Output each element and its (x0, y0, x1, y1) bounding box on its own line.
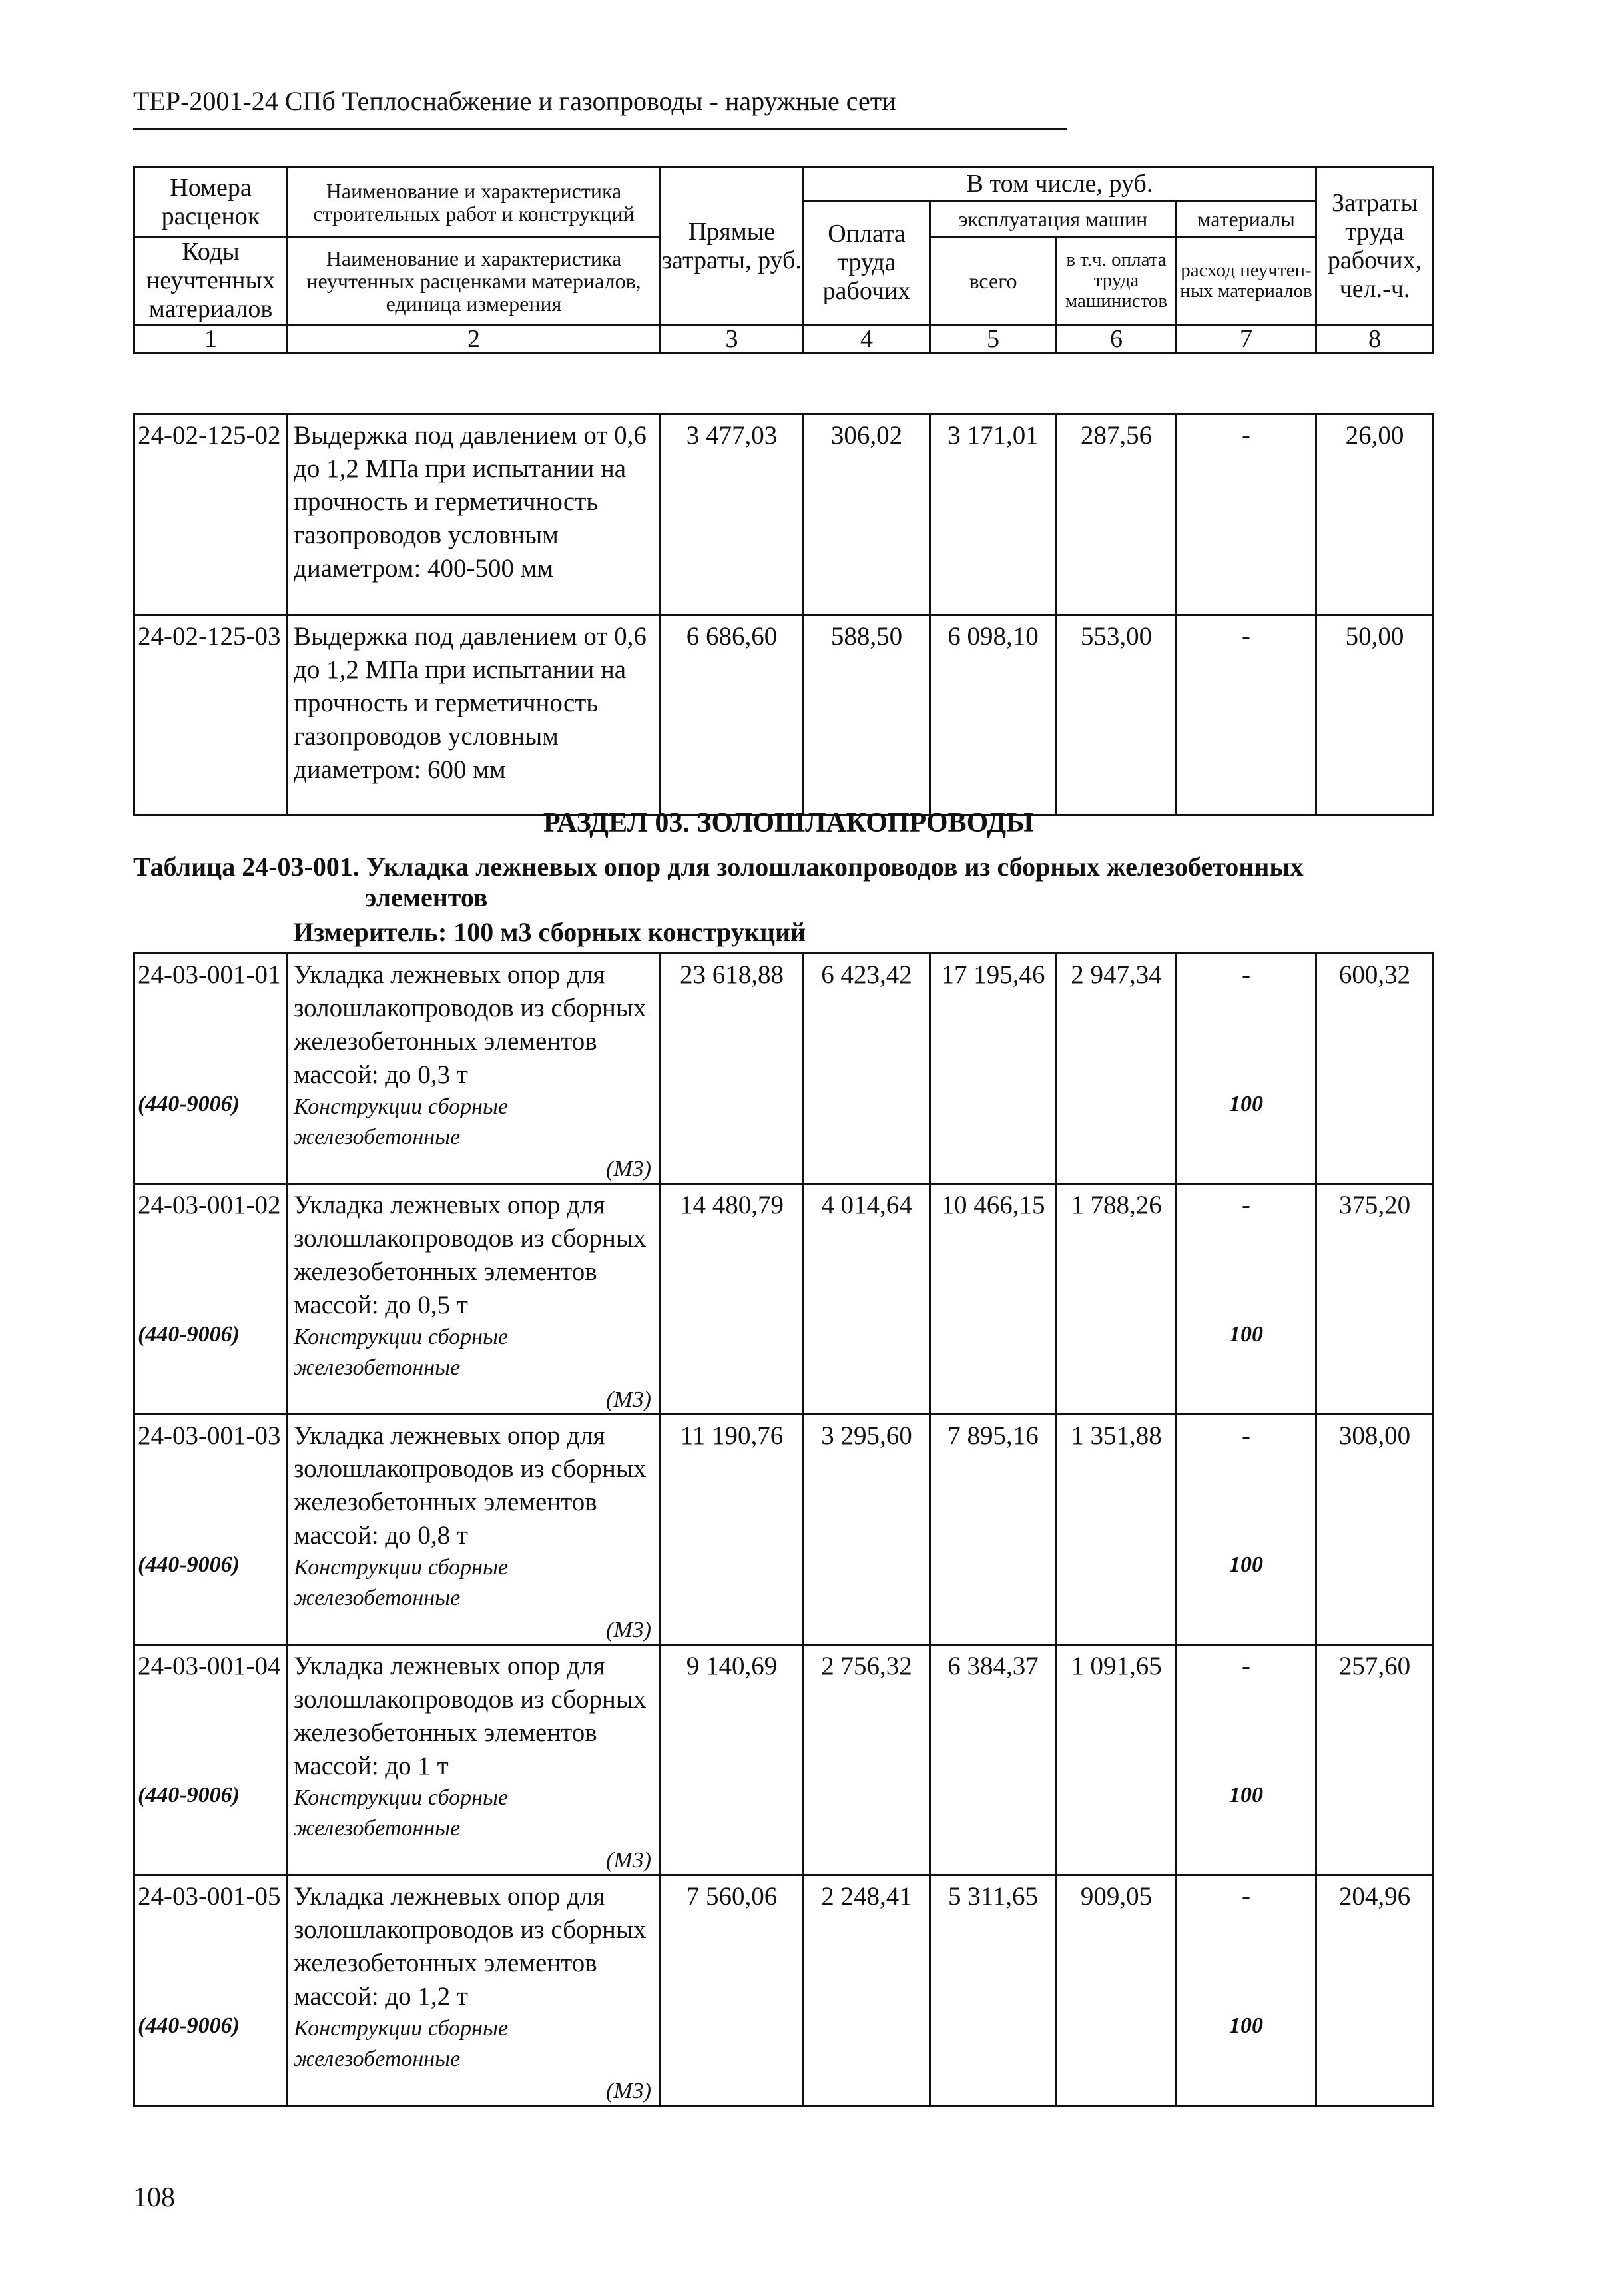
table-title-continuation: элементов (365, 882, 488, 912)
rates-table-supports (133, 952, 1434, 2107)
unaccounted-materials: - (1242, 960, 1250, 989)
rate-code-cell (135, 1415, 288, 1645)
labor-hours: 204,96 (1316, 1875, 1434, 2106)
col-number-7: 7 (1177, 325, 1316, 354)
labor-hours: 375,20 (1316, 1184, 1434, 1415)
labor-pay: 588,50 (804, 615, 930, 815)
material-code: (440-9006) (138, 1783, 240, 1807)
rate-name: Выдержка под давлением от 0,6 до 1,2 МПа при испытании на прочность и герметичность газопроводов условным диаметром: 400-500 мм (288, 414, 661, 615)
header-material-names: Наименование и характеристика неучтенных расценками материалов, единица измерения (288, 237, 661, 325)
header-machines-total: всего (930, 237, 1057, 325)
material-unit: (М3) (606, 2079, 651, 2103)
col-number-5: 5 (930, 325, 1057, 354)
labor-pay: 4 014,64 (804, 1184, 930, 1415)
page-number: 108 (133, 2182, 175, 2213)
rate-code: 24-03-001-05 (138, 1882, 281, 1911)
rate-name: Укладка лежневых опор для золошлакопроводов из сборных железобетонных элементов массой: до 0,8 т (294, 1421, 647, 1550)
material-name: Конструкции сборные железобетонные (294, 1555, 509, 1610)
rate-code: 24-03-001-01 (138, 960, 281, 989)
rate-code-cell (135, 1184, 288, 1415)
operator-pay: 1 788,26 (1057, 1184, 1177, 1415)
labor-hours: 600,32 (1316, 954, 1434, 1184)
material-name: Конструкции сборные железобетонные (294, 1325, 509, 1380)
header-work-name: Наименование и характеристика строительных работ и конструкций (288, 168, 661, 237)
material-unit: (М3) (606, 1157, 651, 1181)
labor-hours: 50,00 (1316, 615, 1434, 815)
material-unit: (М3) (606, 1618, 651, 1642)
material-quantity: 100 (1229, 1322, 1263, 1347)
direct-costs: 7 560,06 (661, 1875, 804, 2106)
rate-name: Укладка лежневых опор для золошлакопроводов из сборных железобетонных элементов массой: до 0,5 т (294, 1191, 647, 1319)
material-code: (440-9006) (138, 1552, 240, 1577)
labor-pay: 3 295,60 (804, 1415, 930, 1645)
material-unit: (М3) (606, 1387, 651, 1412)
material-quantity: 100 (1229, 1783, 1263, 1807)
table-row (135, 615, 1434, 815)
header-unaccounted-materials: расход неучтен-ных материалов (1177, 237, 1316, 325)
rates-table-pressure (133, 413, 1434, 816)
table-row (135, 1875, 1434, 2106)
machines-total: 7 895,16 (930, 1415, 1057, 1645)
header-rule (133, 128, 1067, 130)
rate-code: 24-02-125-02 (135, 414, 288, 615)
operator-pay: 2 947,34 (1057, 954, 1177, 1184)
rate-name-cell (288, 1184, 661, 1415)
direct-costs: 23 618,88 (661, 954, 804, 1184)
rate-name: Укладка лежневых опор для золошлакопроводов из сборных железобетонных элементов массой: до 1 т (294, 1652, 647, 1780)
header-rate-numbers: Номера расценок (135, 168, 288, 237)
rate-name-cell (288, 1875, 661, 2106)
material-quantity: 100 (1229, 1092, 1263, 1116)
machines-total: 17 195,46 (930, 954, 1057, 1184)
material-unit: (М3) (606, 1848, 651, 1873)
running-header: ТЕР-2001-24 СПб Теплоснабжение и газопроводы - наружные сети (133, 86, 896, 116)
col-number-6: 6 (1057, 325, 1177, 354)
material-name: Конструкции сборные железобетонные (294, 2016, 509, 2071)
material-code: (440-9006) (138, 1322, 240, 1347)
unaccounted-materials: - (1242, 1652, 1250, 1680)
machines-total: 5 311,65 (930, 1875, 1057, 2106)
direct-costs: 11 190,76 (661, 1415, 804, 1645)
section-title: РАЗДЕЛ 03. ЗОЛОШЛАКОПРОВОДЫ (543, 808, 1034, 838)
direct-costs: 6 686,60 (661, 615, 804, 815)
rate-code-cell (135, 1645, 288, 1875)
machines-total: 3 171,01 (930, 414, 1057, 615)
unaccounted-materials: - (1177, 414, 1316, 615)
material-code: (440-9006) (138, 1092, 240, 1116)
col-number-2: 2 (288, 325, 661, 354)
labor-pay: 306,02 (804, 414, 930, 615)
material-name: Конструкции сборные железобетонные (294, 1094, 509, 1149)
table-title: Таблица 24-03-001. Укладка лежневых опор для золошлакопроводов из сборных железобетонных (133, 852, 1304, 882)
rate-name: Выдержка под давлением от 0,6 до 1,2 МПа при испытании на прочность и герметичность газопроводов условным диаметром: 600 мм (288, 615, 661, 815)
column-header-table (133, 166, 1434, 354)
rate-code: 24-02-125-03 (135, 615, 288, 815)
table-row (135, 1184, 1434, 1415)
unaccounted-materials-cell (1177, 954, 1316, 1184)
header-direct-costs: Прямые затраты, руб. (661, 168, 804, 325)
operator-pay: 1 351,88 (1057, 1415, 1177, 1645)
table-row (135, 954, 1434, 1184)
header-machines: эксплуатация машин (930, 201, 1177, 237)
unaccounted-materials-cell (1177, 1415, 1316, 1645)
direct-costs: 14 480,79 (661, 1184, 804, 1415)
operator-pay: 1 091,65 (1057, 1645, 1177, 1875)
rate-name: Укладка лежневых опор для золошлакопроводов из сборных железобетонных элементов массой: до 1,2 т (294, 1882, 647, 2011)
machines-total: 6 384,37 (930, 1645, 1057, 1875)
material-quantity: 100 (1229, 1552, 1263, 1577)
unaccounted-materials: - (1177, 615, 1316, 815)
header-operator-pay: в т.ч. оплата труда машинистов (1057, 237, 1177, 325)
rate-code: 24-03-001-02 (138, 1191, 281, 1219)
col-number-8: 8 (1316, 325, 1434, 354)
col-number-3: 3 (661, 325, 804, 354)
unaccounted-materials-cell (1177, 1184, 1316, 1415)
col-number-4: 4 (804, 325, 930, 354)
rate-code: 24-03-001-03 (138, 1421, 281, 1450)
rate-name-cell (288, 954, 661, 1184)
labor-hours: 26,00 (1316, 414, 1434, 615)
machines-total: 10 466,15 (930, 1184, 1057, 1415)
material-code: (440-9006) (138, 2013, 240, 2038)
labor-pay: 6 423,42 (804, 954, 930, 1184)
direct-costs: 3 477,03 (661, 414, 804, 615)
header-labor-pay: Оплата труда рабочих (804, 201, 930, 325)
unaccounted-materials: - (1242, 1191, 1250, 1219)
rate-name-cell (288, 1415, 661, 1645)
labor-hours: 257,60 (1316, 1645, 1434, 1875)
unaccounted-materials-cell (1177, 1645, 1316, 1875)
labor-pay: 2 756,32 (804, 1645, 930, 1875)
unaccounted-materials: - (1242, 1882, 1250, 1911)
header-labor-hours: Затраты труда рабочих, чел.-ч. (1316, 168, 1434, 325)
operator-pay: 287,56 (1057, 414, 1177, 615)
material-name: Конструкции сборные железобетонные (294, 1786, 509, 1841)
operator-pay: 909,05 (1057, 1875, 1177, 2106)
rate-code-cell (135, 1875, 288, 2106)
operator-pay: 553,00 (1057, 615, 1177, 815)
header-materials: материалы (1177, 201, 1316, 237)
col-number-1: 1 (135, 325, 288, 354)
table-row (135, 1415, 1434, 1645)
material-quantity: 100 (1229, 2013, 1263, 2038)
rate-name: Укладка лежневых опор для золошлакопроводов из сборных железобетонных элементов массой: до 0,3 т (294, 960, 647, 1089)
header-material-codes: Коды неучтенных материалов (135, 237, 288, 325)
rate-code-cell (135, 954, 288, 1184)
labor-hours: 308,00 (1316, 1415, 1434, 1645)
unaccounted-materials-cell (1177, 1875, 1316, 2106)
rate-name-cell (288, 1645, 661, 1875)
direct-costs: 9 140,69 (661, 1645, 804, 1875)
unaccounted-materials: - (1242, 1421, 1250, 1450)
table-row (135, 1645, 1434, 1875)
measure-unit: Измеритель: 100 м3 сборных конструкций (293, 917, 806, 947)
labor-pay: 2 248,41 (804, 1875, 930, 2106)
table-row (135, 414, 1434, 615)
machines-total: 6 098,10 (930, 615, 1057, 815)
header-including: В том числе, руб. (804, 168, 1316, 201)
rate-code: 24-03-001-04 (138, 1652, 281, 1680)
